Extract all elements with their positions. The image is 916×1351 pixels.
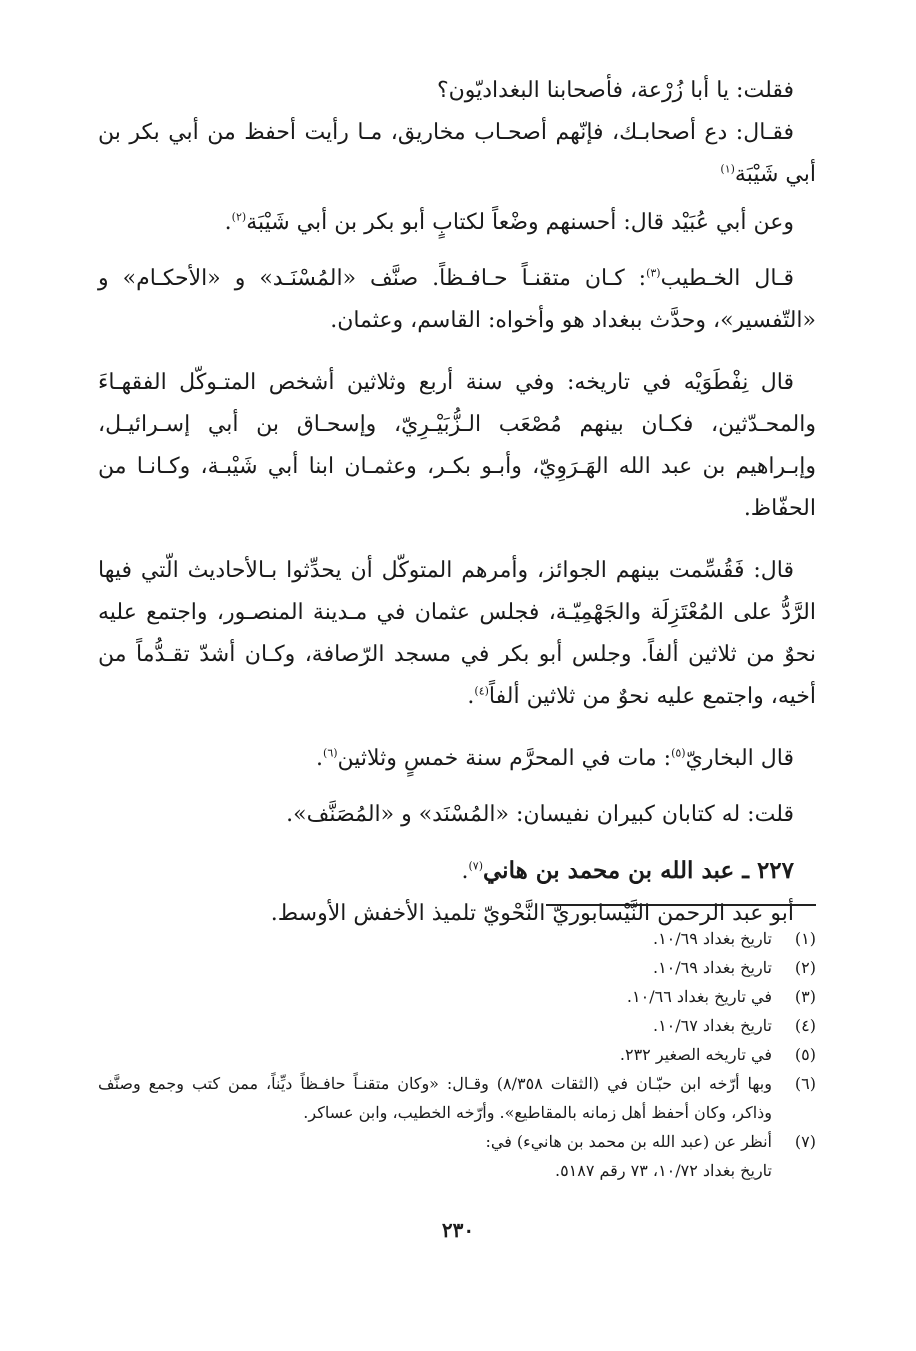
footnote-3 [98, 982, 816, 1011]
footnote-body [98, 1040, 772, 1069]
paragraph-lead: قـال الخـطيب [660, 266, 794, 291]
footnote-line: تاريخ بغداد ١٠/٦٩. [652, 929, 772, 948]
footnotes [98, 924, 816, 1185]
paragraph-3 [98, 202, 816, 244]
footnote-ref: (٥) [671, 746, 686, 760]
footnote-body [98, 924, 772, 953]
footnote-number: (٦) [794, 1074, 816, 1093]
paragraph-7 [98, 738, 816, 780]
footnote-1 [98, 924, 816, 953]
paragraph-text: فقـال: دع أصحابـك، فإنّهم أصحـاب مخاريق، مـا رأيت أحفظ من أبي بكر بن أبي شَيْبَة [98, 120, 816, 187]
footnote-2 [98, 953, 816, 982]
paragraph-text: : مات في المحرَّم سنة خمسٍ وثلاثين [337, 746, 672, 771]
footnote-ref: (٧) [468, 859, 483, 873]
paragraph-8 [98, 794, 816, 836]
punctuation: . [467, 684, 475, 709]
footnote-line: تاريخ بغداد ١٠/٦٧. [652, 1016, 772, 1035]
page-number: ٢٣٠ [441, 1218, 475, 1242]
entry-heading [98, 850, 816, 893]
paragraph-text: وعن أبي عُبَيْد قال: أحسنهم وضْعاً لكتابٍ أبو بكر بن أبي شَيْبَة [246, 210, 794, 235]
footnote-number: (٢) [794, 958, 816, 977]
footnote-body [98, 1127, 772, 1185]
footnote-body [98, 953, 772, 982]
paragraph-lead: قال البخاريّ [685, 746, 794, 771]
footnote-ref: (٤) [474, 684, 489, 698]
footnote-line: في تاريخ بغداد ١٠/٦٦. [626, 987, 772, 1006]
footnote-body [98, 1011, 772, 1040]
footnote-body [98, 1069, 772, 1127]
punctuation: . [461, 859, 469, 884]
footnote-line: تاريخ بغداد ١٠/٧٢، ٧٣ رقم ٥١٨٧. [554, 1161, 772, 1180]
paragraph-text: قلت: له كتابان كبيران نفيسان: «المُسْنَد» و «المُصَنَّف». [286, 802, 794, 827]
punctuation: . [224, 210, 232, 235]
paragraph-6 [98, 550, 816, 718]
paragraph-5 [98, 362, 816, 530]
footnote-ref: (٦) [323, 746, 338, 760]
footnote-line: في تاريخه الصغير ٢٣٢. [619, 1045, 772, 1064]
footnote-number: (١) [794, 929, 816, 948]
paragraph-text: : كـان متقنـاً حـافـظاً. صنَّف «المُسْنَـد» و «الأحكـام» و «التّفسير»، وحدَّث ببغداد هو وأخواه: القاسم، وعثمان. [98, 266, 816, 333]
footnote-5 [98, 1040, 816, 1069]
footnote-line: أنظر عن (عبد الله بن محمد بن هانيء) في: [485, 1132, 772, 1151]
paragraph-text: قال: فَقُسِّمت بينهم الجوائز، وأمرهم المتوكّل أن يحدِّثوا بـالأحاديث الّتي فيها الرَّدُّ على المُعْتَزِلَة والجَهْمِيّـة، فجلس عثمان في مـدينة المنصـور، واجتمع عليه نحوٌ من ثلاثين ألفاً. وجلس أبو بكر في مسجد الرّصافة، وكـان أشدّ تقـدُّماً من أخيه، واجتمع عليه نحوٌ من ثلاثين ألفاً [98, 558, 816, 709]
footnote-divider [546, 904, 816, 906]
footnote-ref: (١) [720, 162, 735, 176]
footnote-ref: (٢) [231, 210, 247, 224]
footnote-6 [98, 1069, 816, 1127]
footnote-number: (٤) [794, 1016, 816, 1035]
entry-title: ٢٢٧ ـ عبد الله بن محمد بن هاني [483, 857, 794, 884]
paragraph-text: قال نِفْطَوَيْه في تاريخه: وفي سنة أربع وثلاثين أشخص المتـوكّل الفقهـاءَ والمحـدّثين، فكـان بينهم مُصْعَب الـزُّبَيْـرِيّ، وإسحـاق بن أبي إسـرائيـل، وإبـراهيم بن عبد الله الهَـرَوِيّ، وأبـو بكـر، وعثمـان ابنا أبي شَيْبـة، وكـانـا من الحفّاظ. [98, 370, 816, 521]
footnote-line: تاريخ بغداد ١٠/٦٩. [652, 958, 772, 977]
footnote-number: (٥) [794, 1045, 816, 1064]
entry-description: أبو عبد الرحمن النَّيْسابوريّ النَّحْويّ تلميذ الأخفش الأوسط. [270, 901, 794, 926]
paragraph-1 [98, 70, 816, 112]
footnote-4 [98, 1011, 816, 1040]
footnote-number: (٧) [794, 1132, 816, 1151]
footnote-7 [98, 1127, 816, 1185]
footnote-number: (٣) [794, 987, 816, 1006]
footnote-body [98, 982, 772, 1011]
main-text [98, 70, 816, 935]
paragraph-4 [98, 258, 816, 342]
paragraph-2 [98, 112, 816, 196]
footnote-line: وبها أرّخه ابن حبّـان في (الثقات ٨/٣٥٨) وقـال: «وكان متقنـاً حافـظاً ديِّناً، ممن كتب وجمع وصنَّف وذاكر، وكان أحفظ أهل زمانه بالمقاطيع». وأرّخه الخطيب، وابن عساكر. [98, 1074, 772, 1122]
footnote-ref: (٣) [646, 266, 661, 280]
punctuation: . [316, 746, 324, 771]
paragraph-text: فقلت: يا أبا زُرْعة، فأصحابنا البغداديّون؟ [436, 78, 794, 103]
